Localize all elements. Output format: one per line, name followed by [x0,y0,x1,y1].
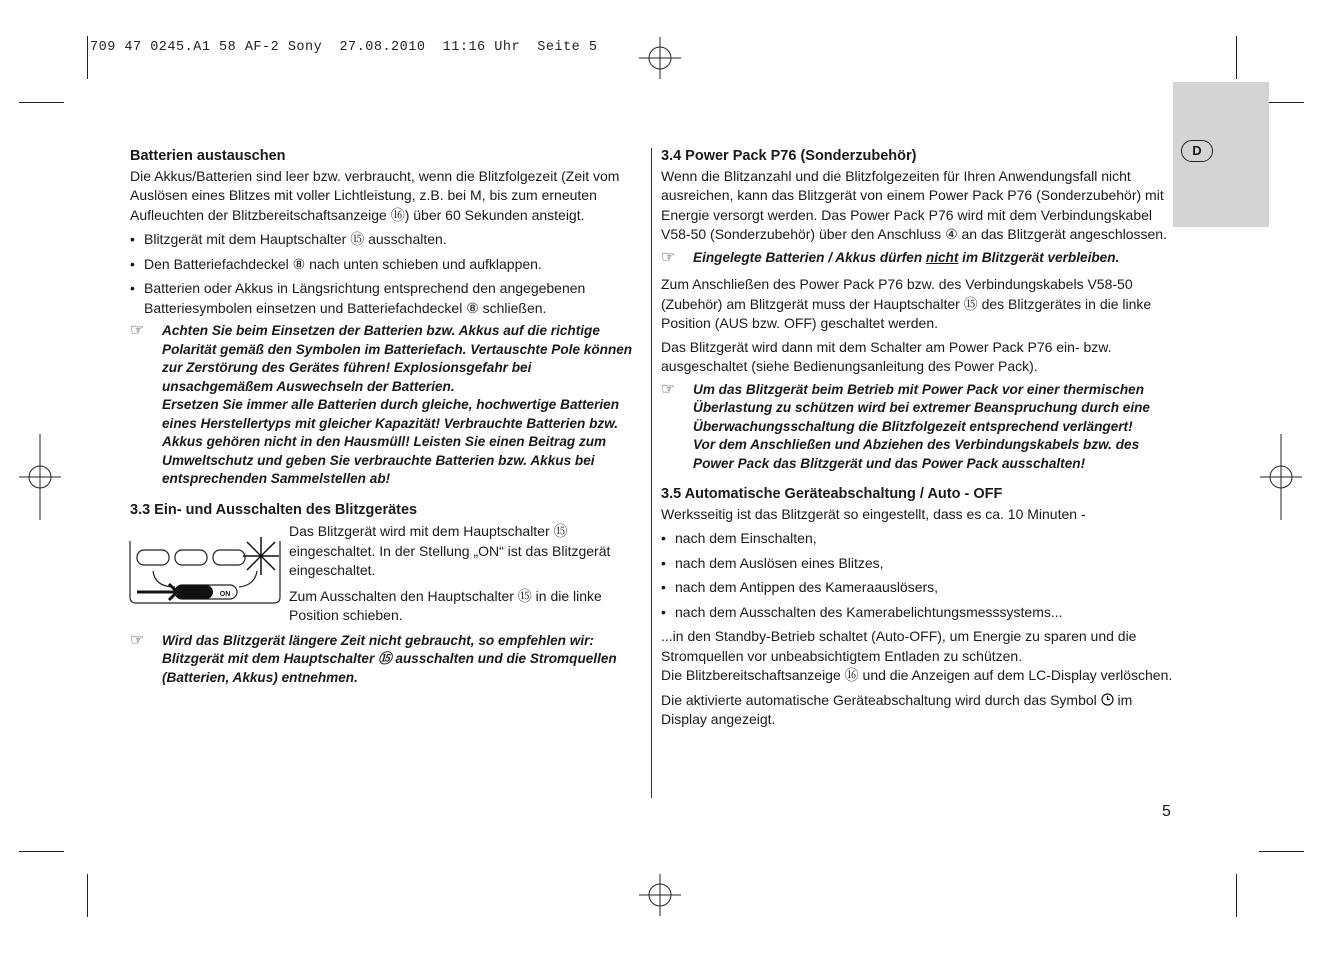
autooff-heading: 3.5 Automatische Geräteabschaltung / Auto - OFF [661,486,1003,502]
language-badge: D [1181,140,1213,162]
crop-mark [87,874,88,917]
powerpack-intro: Wenn die Blitzanzahl und die Blitzfolgezeiten für Ihren Anwendungsfall nicht ausreichen, kann das Blitzgerät von einem Power Pack P76 (Sonderzubehör) mit Energie versorgt werden. Das Power Pack P76 wird mit dem Verbindungskabel V58-50 (Sonderzubehör) über den Anschluss ④ an das Blitzgerät angeschlossen. [661,167,1167,242]
warning-text: Um das Blitzgerät beim Betrieb mit Power Pack vor einer thermischen Überlastung zu schützen wird bei extremer Beanspruchung durch eine Überwachungsschaltung die Blitzfolgezeit entsprechend verlängert! [693,381,1150,434]
pointing-hand-icon: ☞ [130,322,145,339]
crop-mark [1236,874,1237,917]
crop-mark [87,36,88,79]
switch-on-label: ON [219,591,231,598]
list-item: • nach dem Antippen des Kameraauslösers, [661,579,939,595]
switch-on-text: Das Blitzgerät wird mit dem Hauptschalter ⑮ eingeschaltet. In der Stellung „ON“ ist das Blitzgerät eingeschaltet. [289,523,611,578]
list-item: • nach dem Einschalten, [661,530,817,546]
warning-note [130,632,640,688]
autooff-intro: Werksseitig ist das Blitzgerät so eingestellt, dass es ca. 10 Minuten - [661,505,1086,522]
list-item: • nach dem Ausschalten des Kamerabelichtungsmesssystems... [661,603,1063,620]
left-column [130,147,640,687]
list-item: • Blitzgerät mit dem Hauptschalter ⑮ ausschalten. [130,231,447,247]
crop-mark [19,102,64,103]
connect-text: Zum Anschließen des Power Pack P76 bzw. des Verbindungskabels V58-50 (Zubehör) am Blitzgerät muss der Hauptschalter ⑮ des Blitzgerätes in die linke Position (AUS bzw. OFF) geschaltet werden. [661,276,1152,331]
clock-icon [1101,693,1114,706]
autooff-display-text: Die Blitzbereitschaftsanzeige ⑯ und die Anzeigen auf dem LC-Display verlöschen. [661,667,1173,683]
registration-mark-icon [19,434,61,520]
registration-mark-icon [639,874,681,916]
page-number: 5 [1162,803,1171,820]
main-switch-illustration [129,537,281,605]
switch-off-text: Zum Ausschalten den Hauptschalter ⑮ in die linke Position schieben. [289,587,602,623]
autooff-continuation: ...in den Standby-Betrieb schaltet (Auto-OFF), um Energie zu sparen und die Stromquellen vor unbeabsichtigtem Entladen zu schützen. [661,628,1137,664]
warning-text: Vor dem Anschließen und Abziehen des Verbindungskabels bzw. des Power Pack das Blitzgerät und das Power Pack ausschalten! [693,437,1140,471]
switch-heading: 3.3 Ein- und Ausschalten des Blitzgerätes [130,501,418,518]
switch-text: Das Blitzgerät wird dann mit dem Schalter am Power Pack P76 ein- bzw. ausgeschaltet (siehe Bedienungsanleitung des Power Pack). [661,338,1112,374]
crop-mark [19,851,64,852]
registration-mark-icon [1260,434,1302,520]
autooff-symbol-text: Die aktivierte automatische Geräteabschaltung wird durch das Symbol im Display angezeigt. [661,691,1133,727]
warning-note: ☞ Eingelegte Batterien / Akkus dürfen nicht im Blitzgerät verbleiben. [661,248,1120,266]
warning-text: Ersetzen Sie immer alle Batterien durch gleiche, hochwertige Batterien eines Herstellertyps mit gleicher Kapazität! Verbrauchte Batterien bzw. Akkus gehören nicht in den Hausmüll! Leisten Sie einen Beitrag zum Umweltschutz und geben Sie verbrauchte Batterien bzw. Akkus bei entsprechenden Sammelstellen ab! [162,397,620,486]
batteries-intro: Die Akkus/Batterien sind leer bzw. verbraucht, wenn die Blitzfolgezeit (Zeit vom Auslösen eines Blitzes mit voller Lichtleistung, z.B. bei M, bis zum erneuten Aufleuchten der Blitzbereitschaftsanzeige ⑯) über 60 Sekunden ansteigt. [130,167,620,223]
registration-mark-icon [639,37,681,79]
right-column [661,147,1176,730]
powerpack-heading: 3.4 Power Pack P76 (Sonderzubehör) [661,148,917,164]
pointing-hand-icon: ☞ [130,631,145,649]
warning-note [130,322,640,489]
warning-text: Wird das Blitzgerät längere Zeit nicht gebraucht, so empfehlen wir: Blitzgerät mit dem Hauptschalter ⑮ ausschalten und die Stromquellen (Batterien, Akkus) entnehmen. [162,632,617,685]
batteries-heading: Batterien austauschen [130,148,286,164]
list-item: • nach dem Auslösen eines Blitzes, [661,554,884,571]
crop-mark [1236,36,1237,79]
crop-mark [1259,851,1304,852]
column-divider [651,148,652,798]
print-imprint: 709 47 0245.A1 58 AF-2 Sony 27.08.2010 11:16 Uhr Seite 5 [90,40,598,55]
pointing-hand-icon: ☞ [661,380,676,398]
pointing-hand-icon: ☞ [661,248,676,266]
warning-note [661,381,1176,474]
warning-text: Achten Sie beim Einsetzen der Batterien bzw. Akkus auf die richtige Polarität gemäß den Symbolen im Batteriefach. Vertauschte Pole können zur Zerstörung des Gerätes führen! Explosionsgefahr bei unsachgemäßem Auswechseln der Batterien. [162,323,633,394]
list-item: • Den Batteriefachdeckel ⑧ nach unten schieben und aufklappen. [130,255,542,272]
list-item: • Batterien oder Akkus in Längsrichtung entsprechend den angegebenen Batteriesymbolen einsetzen und Batteriefachdeckel ⑧ schließen. [130,280,586,316]
